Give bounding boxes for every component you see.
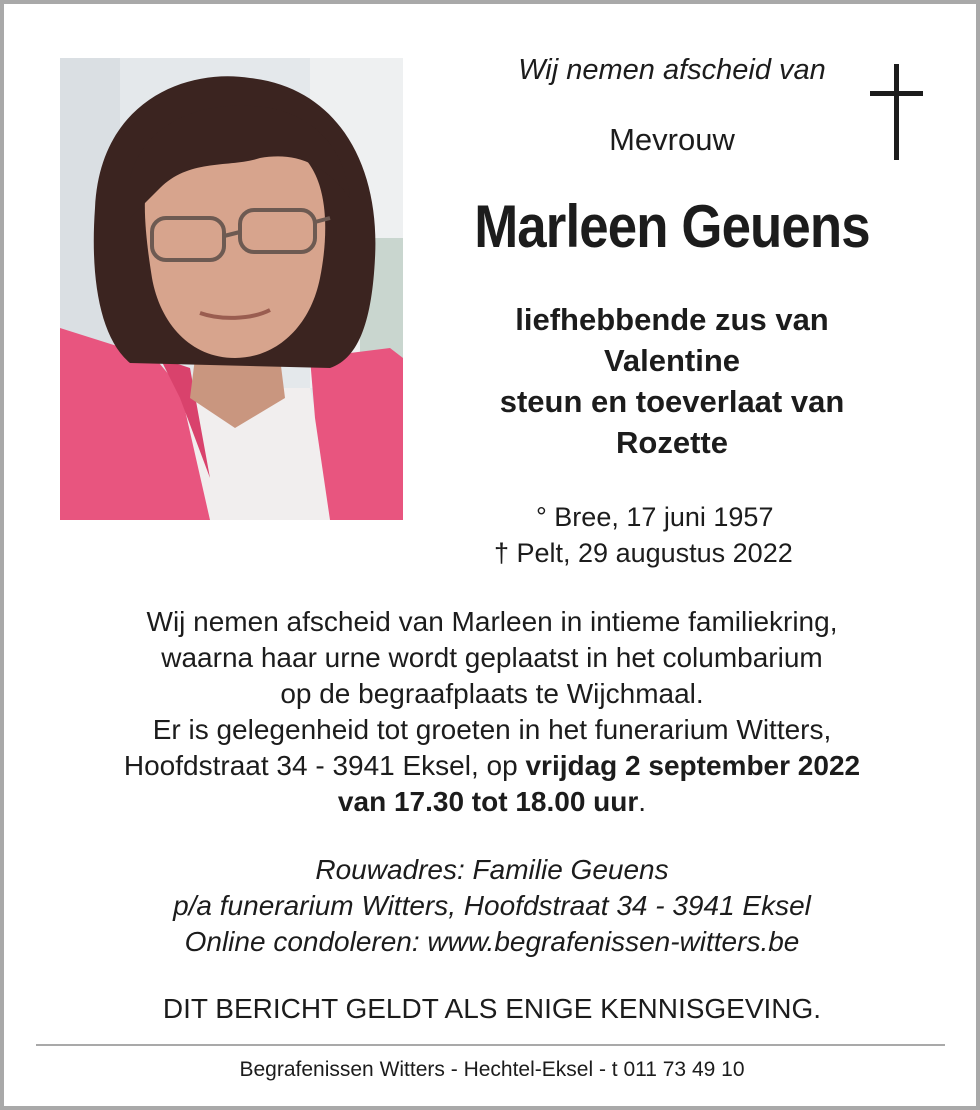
- relations: [434, 299, 910, 463]
- death-date: † Pelt, 29 augustus 2022: [494, 538, 793, 568]
- body-line: op de begraafplaats te Wijchmaal.: [280, 678, 704, 709]
- visitation-time: van 17.30 tot 18.00 uur: [337, 786, 639, 817]
- relation-line: Valentine: [603, 343, 741, 378]
- divider: [36, 1044, 945, 1046]
- intro-text: Wij nemen afscheid van: [518, 54, 826, 86]
- official-notice: DIT BERICHT GELDT ALS ENIGE KENNISGEVING.: [162, 993, 822, 1024]
- funeral-home-footer: Begrafenissen Witters - Hechtel-Eksel - t 011 73 49 10: [239, 1058, 745, 1081]
- address-line: Rouwadres: Familie Geuens: [315, 854, 669, 885]
- birth-date: ° Bree, 17 juni 1957: [536, 502, 774, 532]
- body-line: Er is gelegenheid tot groeten in het funerarium Witters,: [152, 714, 832, 745]
- address-line: Online condoleren: www.begrafenissen-witters.be: [184, 926, 800, 957]
- visitation-date: vrijdag 2 september 2022: [525, 750, 861, 781]
- address-line: p/a funerarium Witters, Hoofdstraat 34 - 3941 Eksel: [173, 890, 811, 921]
- body-line-prefix: Hoofdstraat 34 - 3941 Eksel, op: [123, 750, 526, 781]
- deceased-name: Marleen Geuens: [474, 193, 870, 260]
- body-line: [4, 784, 980, 820]
- body-line-suffix: .: [638, 786, 647, 817]
- mourning-address: [4, 852, 980, 960]
- relation-line: liefhebbende zus van: [515, 302, 829, 337]
- honorific: Mevrouw: [609, 122, 735, 157]
- body-line: [4, 748, 980, 784]
- portrait-illustration: [60, 58, 403, 520]
- body-line: waarna haar urne wordt geplaatst in het columbarium: [161, 642, 823, 673]
- relation-line: Rozette: [616, 425, 728, 460]
- relation-line: steun en toeverlaat van: [499, 384, 845, 419]
- portrait-photo: [60, 58, 403, 520]
- body-line: Wij nemen afscheid van Marleen in intieme familiekring,: [146, 606, 838, 637]
- ceremony-text: [4, 604, 980, 820]
